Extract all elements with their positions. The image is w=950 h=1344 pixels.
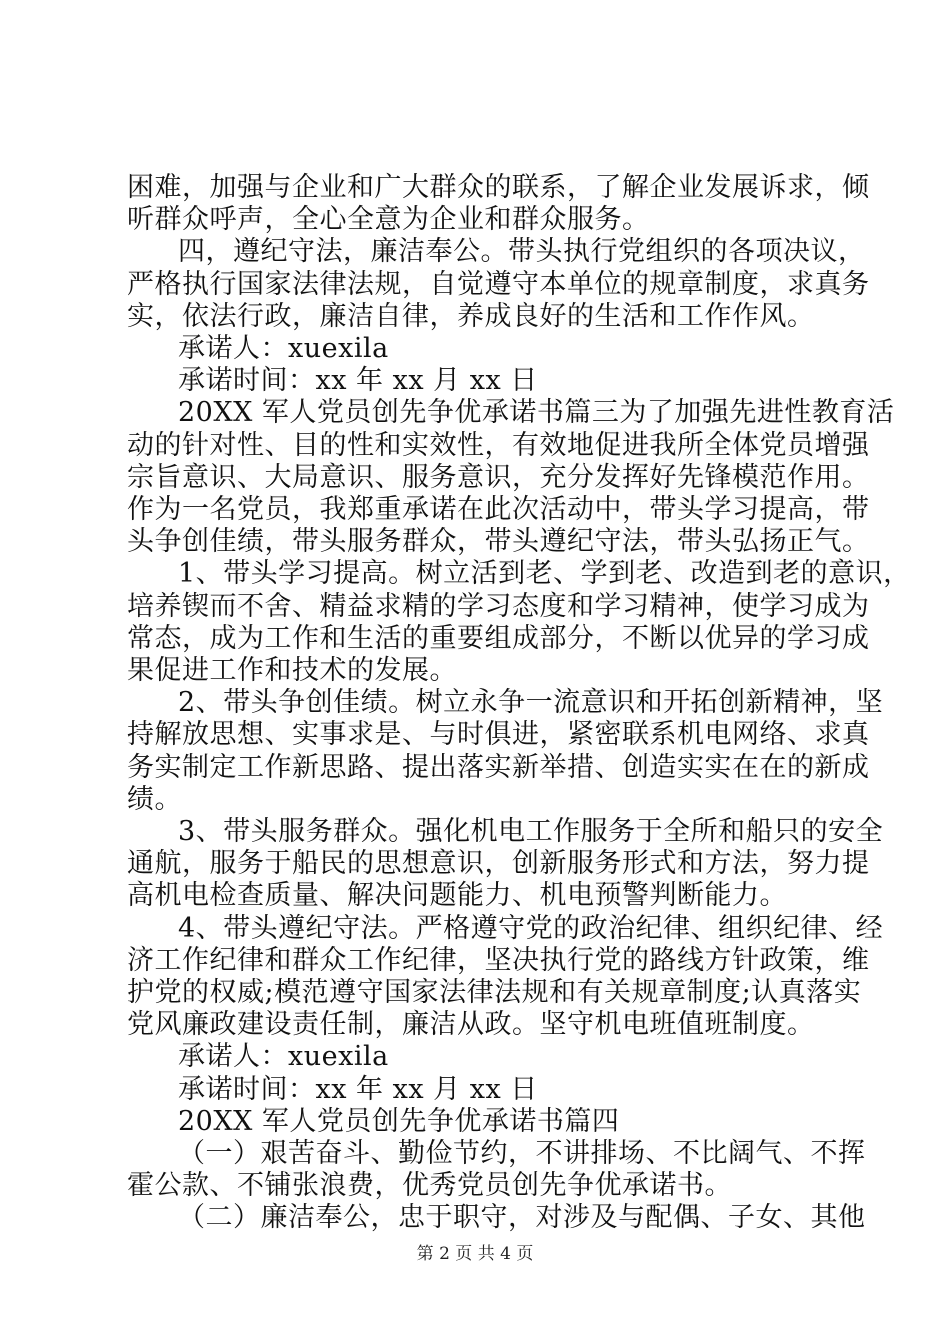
text-line: 绩。 — [127, 784, 182, 815]
text-line: （二）廉洁奉公，忠于职守，对涉及与配偶、子女、其他 — [178, 1202, 866, 1233]
signer-line: 承诺人：xuexila — [178, 1041, 389, 1072]
section-heading: 20XX 军人党员创先争优承诺书篇三为了加强先进性教育活 — [178, 397, 895, 428]
text-line: 持解放思想、实事求是、与时俱进，紧密联系机电网络、求真 — [127, 719, 870, 750]
page-number-footer: 第 2 页 共 4 页 — [416, 1244, 534, 1264]
text-line: 四，遵纪守法，廉洁奉公。带头执行党组织的各项决议， — [178, 236, 866, 267]
text-line: 务实制定工作新思路、提出落实新举措、创造实实在在的新成 — [127, 752, 870, 783]
text-line: 济工作纪律和群众工作纪律，坚决执行党的路线方针政策，维 — [127, 945, 870, 976]
text-line: 1、带头学习提高。树立活到老、学到老、改造到老的意识， — [178, 558, 911, 589]
text-line: 培养锲而不舍、精益求精的学习态度和学习精神，使学习成为 — [127, 591, 870, 622]
text-line: 高机电检查质量、解决问题能力、机电预警判断能力。 — [127, 880, 787, 911]
text-line: 作为一名党员，我郑重承诺在此次活动中，带头学习提高，带 — [127, 494, 870, 525]
text-line: （一）艰苦奋斗、勤俭节约，不讲排场、不比阔气、不挥 — [178, 1138, 866, 1169]
text-line: 2、带头争创佳绩。树立永争一流意识和开拓创新精神，坚 — [178, 687, 884, 718]
signer-line: 承诺人：xuexila — [178, 333, 389, 364]
text-line: 党风廉政建设责任制，廉洁从政。坚守机电班值班制度。 — [127, 1009, 815, 1040]
text-line: 头争创佳绩，带头服务群众，带头遵纪守法，带头弘扬正气。 — [127, 526, 870, 557]
text-line: 困难，加强与企业和广大群众的联系，了解企业发展诉求，倾 — [127, 172, 870, 203]
text-line: 常态，成为工作和生活的重要组成部分，不断以优异的学习成 — [127, 623, 870, 654]
section-heading: 20XX 军人党员创先争优承诺书篇四 — [178, 1106, 620, 1137]
text-line: 宗旨意识、大局意识、服务意识，充分发挥好先锋模范作用。 — [127, 462, 870, 493]
text-line: 实，依法行政，廉洁自律，养成良好的生活和工作作风。 — [127, 301, 815, 332]
text-line: 果促进工作和技术的发展。 — [127, 655, 457, 686]
text-line: 听群众呼声，全心全意为企业和群众服务。 — [127, 204, 650, 235]
date-line: 承诺时间：xx 年 xx 月 xx 日 — [178, 365, 538, 396]
text-line: 4、带头遵纪守法。严格遵守党的政治纪律、组织纪律、经 — [178, 913, 884, 944]
text-line: 严格执行国家法律法规，自觉遵守本单位的规章制度，求真务 — [127, 269, 870, 300]
text-line: 3、带头服务群众。强化机电工作服务于全所和船只的安全 — [178, 816, 884, 847]
text-line: 动的针对性、目的性和实效性，有效地促进我所全体党员增强 — [127, 430, 870, 461]
text-line: 霍公款、不铺张浪费，优秀党员创先争优承诺书。 — [127, 1170, 732, 1201]
text-line: 护党的权威;模范遵守国家法律法规和有关规章制度;认真落实 — [127, 977, 862, 1008]
date-line: 承诺时间：xx 年 xx 月 xx 日 — [178, 1074, 538, 1105]
text-line: 通航，服务于船民的思想意识，创新服务形式和方法，努力提 — [127, 848, 870, 879]
